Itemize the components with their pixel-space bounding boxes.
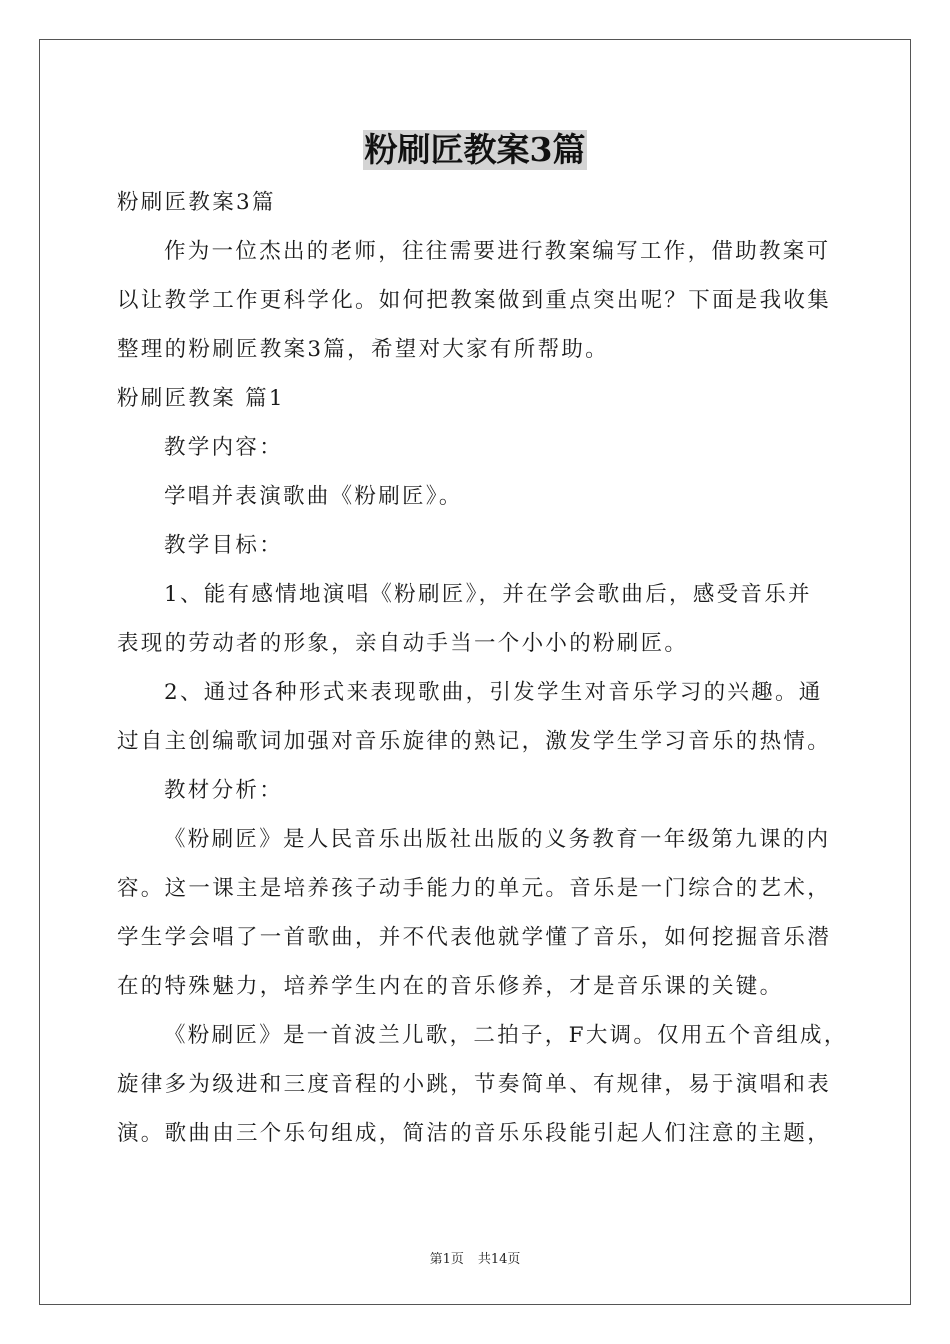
page-footer: [0, 1248, 950, 1267]
text-line: 演。歌曲由三个乐句组成，简洁的音乐乐段能引起人们注意的主题，: [117, 1121, 832, 1146]
text-line: 教学内容：: [164, 435, 284, 460]
text-line: 表现的劳动者的形象，亲自动手当一个小小的粉刷匠。: [117, 631, 689, 656]
text-line: 旋律多为级进和三度音程的小跳，节奏简单、有规律，易于演唱和表: [117, 1072, 832, 1097]
text-line: 2、通过各种形式来表现歌曲，引发学生对音乐学习的兴趣。通: [164, 680, 823, 705]
text-line: 以让教学工作更科学化。如何把教案做到重点突出呢？下面是我收集: [117, 288, 832, 313]
text-line: 粉刷匠教案3篇: [117, 190, 276, 215]
page-number-current: 第1页: [429, 1252, 464, 1267]
text-line: 作为一位杰出的老师，往往需要进行教案编写工作，借助教案可: [164, 239, 831, 264]
text-line: 过自主创编歌词加强对音乐旋律的熟记，激发学生学习音乐的热情。: [117, 729, 832, 754]
text-line: 教材分析：: [164, 778, 284, 803]
text-line: 在的特殊魅力，培养学生内在的音乐修养，才是音乐课的关键。: [117, 974, 784, 999]
text-line: 学生学会唱了一首歌曲，并不代表他就学懂了音乐，如何挖掘音乐潜: [117, 925, 832, 950]
text-line: 1、能有感情地演唱《粉刷匠》，并在学会歌曲后，感受音乐并: [164, 582, 812, 607]
text-line: 教学目标：: [164, 533, 284, 558]
text-line: 容。这一课主是培养孩子动手能力的单元。音乐是一门综合的艺术，: [117, 876, 832, 901]
document-title: 粉刷匠教案3篇: [364, 130, 586, 169]
document-body: [117, 178, 848, 1158]
document-title-container: [0, 130, 950, 174]
text-line: 学唱并表演歌曲《粉刷匠》。: [164, 484, 463, 509]
page-number-total: 共14页: [477, 1252, 521, 1267]
text-line: 《粉刷匠》是一首波兰儿歌，二拍子，F大调。仅用五个音组成，: [164, 1023, 848, 1048]
text-line: 整理的粉刷匠教案3篇，希望对大家有所帮助。: [117, 337, 609, 362]
text-line: 《粉刷匠》是人民音乐出版社出版的义务教育一年级第九课的内: [164, 827, 831, 852]
text-line: 粉刷匠教案 篇1: [117, 386, 285, 411]
